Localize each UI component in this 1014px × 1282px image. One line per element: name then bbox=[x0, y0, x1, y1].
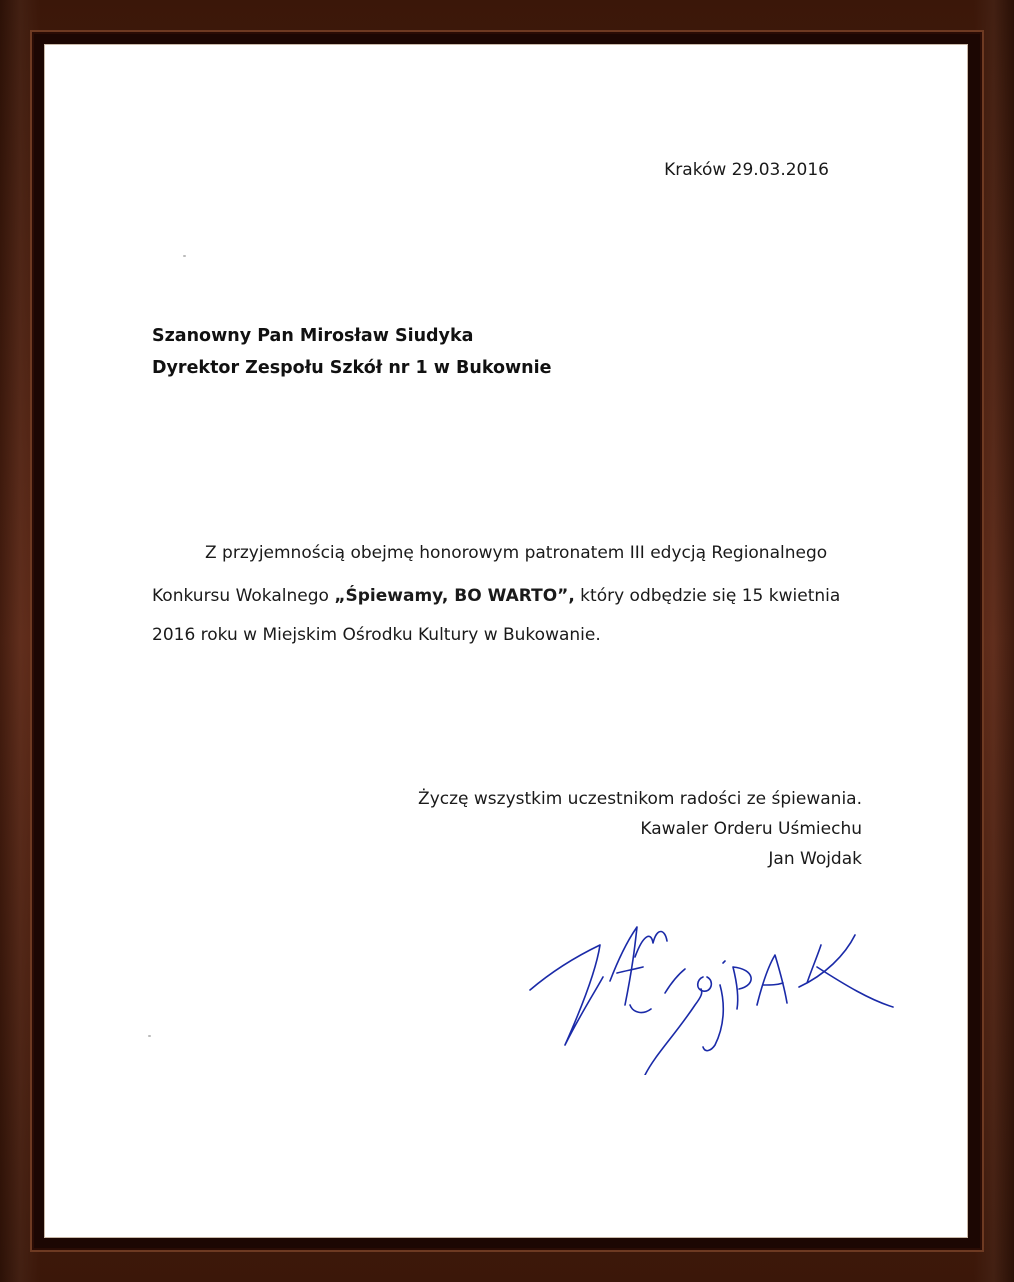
letter-paper bbox=[45, 45, 967, 1237]
contest-name: „Śpiewamy, BO WARTO”, bbox=[334, 586, 575, 606]
paper-speck bbox=[183, 255, 186, 257]
place-date: Kraków 29.03.2016 bbox=[664, 160, 829, 180]
signer-name: Jan Wojdak bbox=[768, 849, 862, 869]
body-line-3: 2016 roku w Miejskim Ośrodku Kultury w Bukowanie. bbox=[152, 625, 601, 645]
handwritten-signature bbox=[525, 885, 895, 1075]
closing-wish: Życzę wszystkim uczestnikom radości ze śpiewania. bbox=[418, 789, 862, 809]
signer-title: Kawaler Orderu Uśmiechu bbox=[640, 819, 862, 839]
body-line-1: Z przyjemnością obejmę honorowym patronatem III edycją Regionalnego bbox=[205, 543, 828, 563]
recipient-name: Szanowny Pan Mirosław Siudyka bbox=[152, 326, 474, 346]
recipient-title: Dyrektor Zespołu Szkół nr 1 w Bukownie bbox=[152, 358, 552, 378]
body-line-2 bbox=[152, 588, 840, 605]
paper-speck bbox=[148, 1035, 151, 1037]
body-line-2-post: który odbędzie się 15 kwietnia bbox=[574, 586, 841, 606]
body-line-2-pre: Konkursu Wokalnego bbox=[152, 586, 335, 606]
